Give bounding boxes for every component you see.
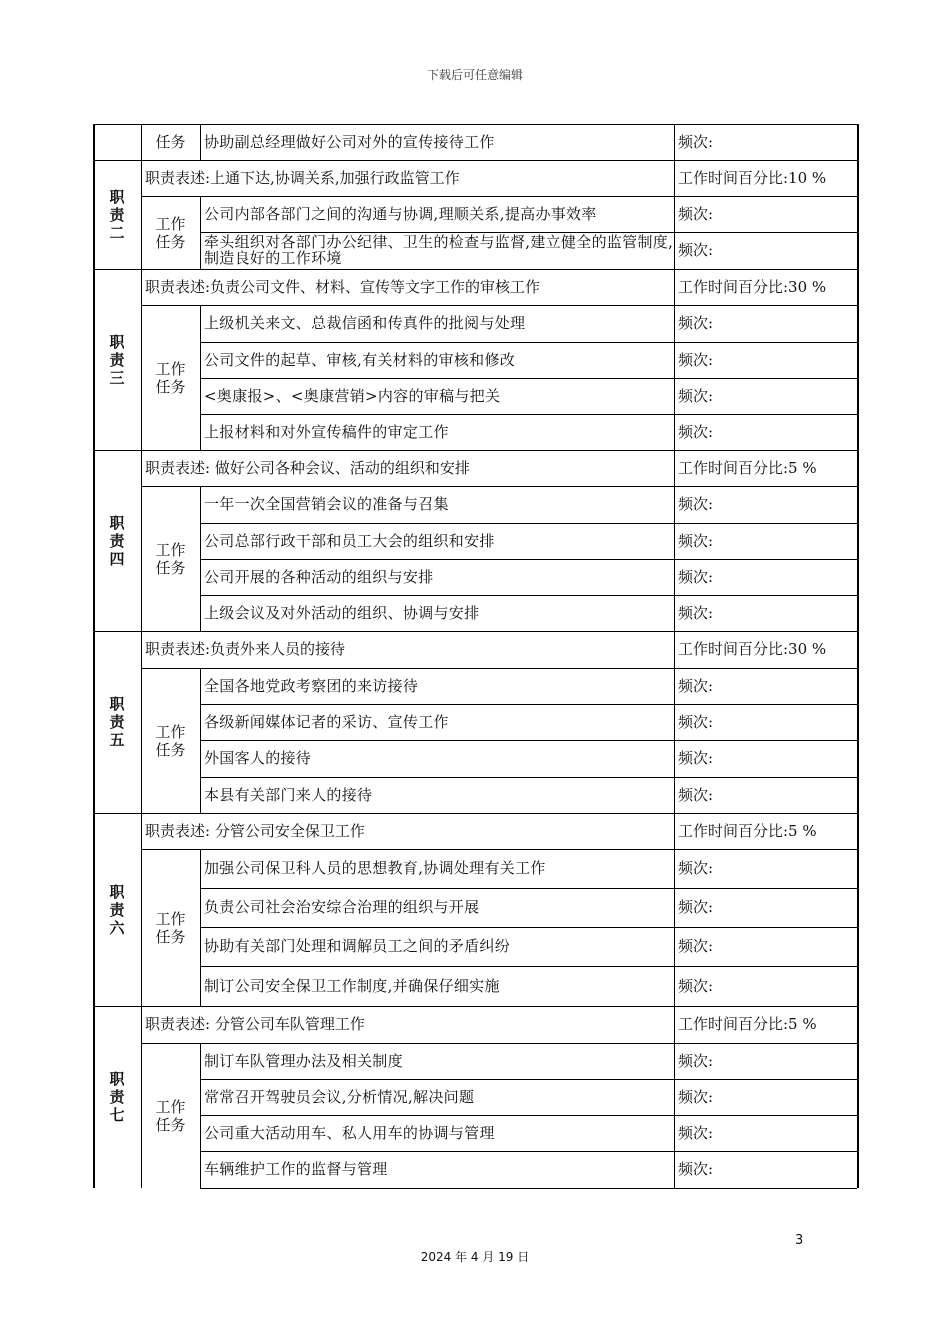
task-text: 一年一次全国营销会议的准备与召集 [204, 495, 449, 513]
table-rule [200, 966, 857, 967]
duty-label-char: 六 [109, 918, 125, 937]
work-task-label-line: 任务 [155, 740, 186, 759]
frequency-field[interactable]: 频次: [678, 314, 714, 332]
frequency-field[interactable]: 频次: [678, 1087, 714, 1106]
time-percentage[interactable]: 工作时间百分比:5 % [678, 821, 817, 840]
duty-label-char: 职 [109, 332, 125, 351]
duty-label-char: 职 [109, 695, 125, 713]
task-text: 上级会议及对外活动的组织、协调与安排 [204, 603, 480, 622]
table-rule [200, 378, 857, 379]
duty-label-char: 职 [109, 882, 125, 901]
duty-description: 职责表述: 分管公司安全保卫工作 [145, 821, 365, 840]
work-task-label-line: 工作 [155, 214, 186, 233]
table-rule [200, 486, 201, 631]
table-rule [200, 888, 857, 889]
frequency-field[interactable]: 频次: [678, 937, 714, 955]
task-text: 协助副总经理做好公司对外的宣传接待工作 [204, 132, 495, 151]
frequency-field[interactable]: 频次: [678, 1160, 714, 1178]
table-rule [93, 813, 857, 814]
frequency-field[interactable]: 频次: [678, 859, 714, 877]
frequency-field[interactable]: 频次: [678, 386, 714, 405]
duty-label-char: 责 [109, 531, 125, 550]
table-rule [141, 1043, 857, 1044]
duty-label-char: 责 [109, 350, 125, 369]
task-text: 各级新闻媒体记者的采访、宣传工作 [204, 712, 449, 731]
frequency-field[interactable]: 频次: [678, 531, 714, 550]
header-note: 下载后可任意编辑 [426, 68, 523, 82]
frequency-field[interactable]: 频次: [678, 350, 714, 369]
work-task-label [141, 196, 200, 269]
duty-label-char: 责 [109, 205, 125, 224]
frequency-field[interactable]: 频次: [678, 1123, 714, 1142]
table-rule [674, 450, 675, 631]
work-task-label [141, 668, 200, 813]
task-text: 协助有关部门处理和调解员工之间的矛盾纠纷 [204, 937, 511, 955]
page-number: 3 [795, 1233, 804, 1248]
table-rule [200, 927, 857, 928]
task-text: 公司重大活动用车、私人用车的协调与管理 [204, 1123, 495, 1142]
duty-label-char: 三 [109, 368, 125, 387]
task-text: 本县有关部门来人的接待 [204, 785, 373, 804]
frequency-field[interactable]: 频次: [678, 712, 714, 731]
table-rule [200, 523, 857, 524]
frequency-field[interactable]: 频次: [678, 495, 714, 513]
time-percentage[interactable]: 工作时间百分比:30 % [678, 640, 827, 658]
work-task-label-line: 任务 [155, 558, 186, 577]
table-rule [857, 124, 859, 1188]
table-rule [200, 1151, 857, 1152]
table-rule [93, 269, 857, 270]
table-rule [141, 486, 857, 487]
duty-label [93, 450, 141, 631]
table-rule [93, 160, 857, 161]
table-rule [674, 269, 675, 450]
duty-label-char: 责 [109, 1088, 125, 1106]
task-text: 全国各地党政考察团的来访接待 [204, 676, 419, 695]
frequency-field[interactable]: 频次: [678, 676, 714, 695]
table-rule [141, 305, 857, 306]
task-text: 车辆维护工作的监督与管理 [204, 1160, 388, 1178]
task-text: 公司开展的各种活动的组织与安排 [204, 567, 434, 586]
work-task-label [141, 1043, 200, 1188]
work-task-label-line: 任务 [155, 232, 186, 251]
duty-description: 职责表述: 做好公司各种会议、活动的组织和安排 [145, 458, 470, 477]
duty-description: 职责表述:负责公司文件、材料、宣传等文字工作的审核工作 [145, 277, 541, 296]
table-rule [200, 232, 857, 233]
task-text: 上级机关来文、总裁信函和传真件的批阅与处理 [204, 314, 526, 332]
task-text: <奥康报>、<奥康营销>内容的审稿与把关 [204, 386, 501, 405]
work-task-label-line: 工作 [155, 909, 186, 928]
task-label[interactable] [141, 124, 200, 160]
task-text: 公司内部各部门之间的沟通与协调,理顺关系,提高办事效率 [204, 204, 597, 223]
table-rule [200, 1188, 857, 1189]
frequency-field[interactable]: 频次: [678, 132, 714, 151]
work-task-label [141, 486, 200, 631]
table-rule [200, 124, 201, 160]
work-task-label-line: 工作 [155, 722, 186, 741]
duty-label-char: 四 [109, 549, 125, 568]
duty-label [93, 813, 141, 1006]
time-percentage[interactable]: 工作时间百分比:5 % [678, 458, 817, 477]
frequency-field[interactable]: 频次: [678, 976, 714, 995]
task-text: 外国客人的接待 [204, 749, 312, 767]
frequency-field[interactable]: 频次: [678, 898, 714, 916]
work-task-label-line: 工作 [155, 359, 186, 378]
table-rule [200, 777, 857, 778]
task-text: 常常召开驾驶员会议,分析情况,解决问题 [204, 1087, 475, 1106]
table-rule [200, 849, 201, 1006]
duty-label [93, 160, 141, 269]
table-rule [674, 124, 675, 160]
table-rule [674, 813, 675, 1006]
duty-label [93, 631, 141, 813]
table-rule [141, 849, 857, 850]
table-rule [93, 450, 857, 451]
table-rule [200, 668, 201, 813]
duty-description: 职责表述: 分管公司车队管理工作 [145, 1015, 365, 1033]
duty-label-char: 五 [109, 731, 125, 749]
table-rule [141, 668, 857, 669]
frequency-field[interactable]: 频次: [678, 422, 714, 441]
footer-date: 2024 年 4 月 19 日 [420, 1250, 530, 1264]
table-rule [93, 1006, 857, 1007]
duty-label-char: 七 [109, 1106, 125, 1124]
duty-table [93, 124, 857, 1188]
table-rule [93, 631, 857, 632]
duty-label-char: 责 [109, 900, 125, 919]
work-task-label-line: 任务 [155, 1115, 186, 1134]
duty-label-char: 二 [109, 223, 125, 242]
table-rule [200, 1043, 201, 1188]
duty-description: 职责表述:负责外来人员的接待 [145, 640, 346, 658]
work-task-label-line: 工作 [155, 1097, 186, 1116]
duty-label-char: 职 [109, 513, 125, 532]
task-text: 公司总部行政干部和员工大会的组织和安排 [204, 531, 495, 550]
task-text: 公司文件的起草、审核,有关材料的审核和修改 [204, 350, 516, 369]
table-rule [141, 196, 857, 197]
duty-label [93, 269, 141, 450]
time-percentage[interactable]: 工作时间百分比:10 % [678, 168, 827, 187]
duty-label [93, 1006, 141, 1188]
task-text: 加强公司保卫科人员的思想教育,协调处理有关工作 [204, 859, 546, 877]
table-rule [200, 1079, 857, 1080]
frequency-field[interactable]: 频次: [678, 567, 714, 586]
table-rule [93, 124, 857, 125]
frequency-field[interactable]: 频次: [678, 1051, 714, 1070]
frequency-field[interactable]: 频次: [678, 603, 714, 622]
work-task-label-line: 任务 [155, 377, 186, 396]
frequency-field[interactable]: 频次: [678, 241, 714, 259]
frequency-field[interactable]: 频次: [678, 785, 714, 804]
table-rule [200, 740, 857, 741]
task-text: 上报材料和对外宣传稿件的审定工作 [204, 422, 449, 441]
work-task-label [141, 849, 200, 1006]
table-rule [200, 559, 857, 560]
table-rule [200, 305, 201, 450]
duty-label-char: 职 [109, 187, 125, 206]
table-rule [200, 342, 857, 343]
table-rule [200, 595, 857, 596]
work-task-label [141, 305, 200, 450]
duty-label-char: 职 [109, 1070, 125, 1088]
work-task-label-line: 工作 [155, 540, 186, 559]
table-rule [200, 196, 201, 269]
table-rule [674, 631, 675, 813]
table-rule [200, 414, 857, 415]
task-text: 负责公司社会治安综合治理的组织与开展 [204, 898, 480, 916]
frequency-field[interactable]: 频次: [678, 204, 714, 223]
work-task-label-line: 任务 [155, 927, 186, 946]
duty-description: 职责表述:上通下达,协调关系,加强行政监管工作 [145, 168, 460, 187]
table-rule [200, 1115, 857, 1116]
table-rule [674, 160, 675, 269]
frequency-field[interactable]: 频次: [678, 749, 714, 767]
time-percentage[interactable]: 工作时间百分比:30 % [678, 277, 827, 296]
task-text: 牵头组织对各部门办公纪律、卫生的检查与监督,建立健全的监管制度,制造良好的工作环境 [204, 233, 674, 267]
task-text: 制订公司安全保卫工作制度,并确保仔细实施 [204, 976, 500, 995]
task-text: 制订车队管理办法及相关制度 [204, 1051, 403, 1070]
duty-label-char: 责 [109, 713, 125, 731]
table-rule [674, 1006, 675, 1188]
task-label-text: 任务 [155, 133, 186, 151]
time-percentage[interactable]: 工作时间百分比:5 % [678, 1015, 817, 1033]
table-rule [200, 704, 857, 705]
